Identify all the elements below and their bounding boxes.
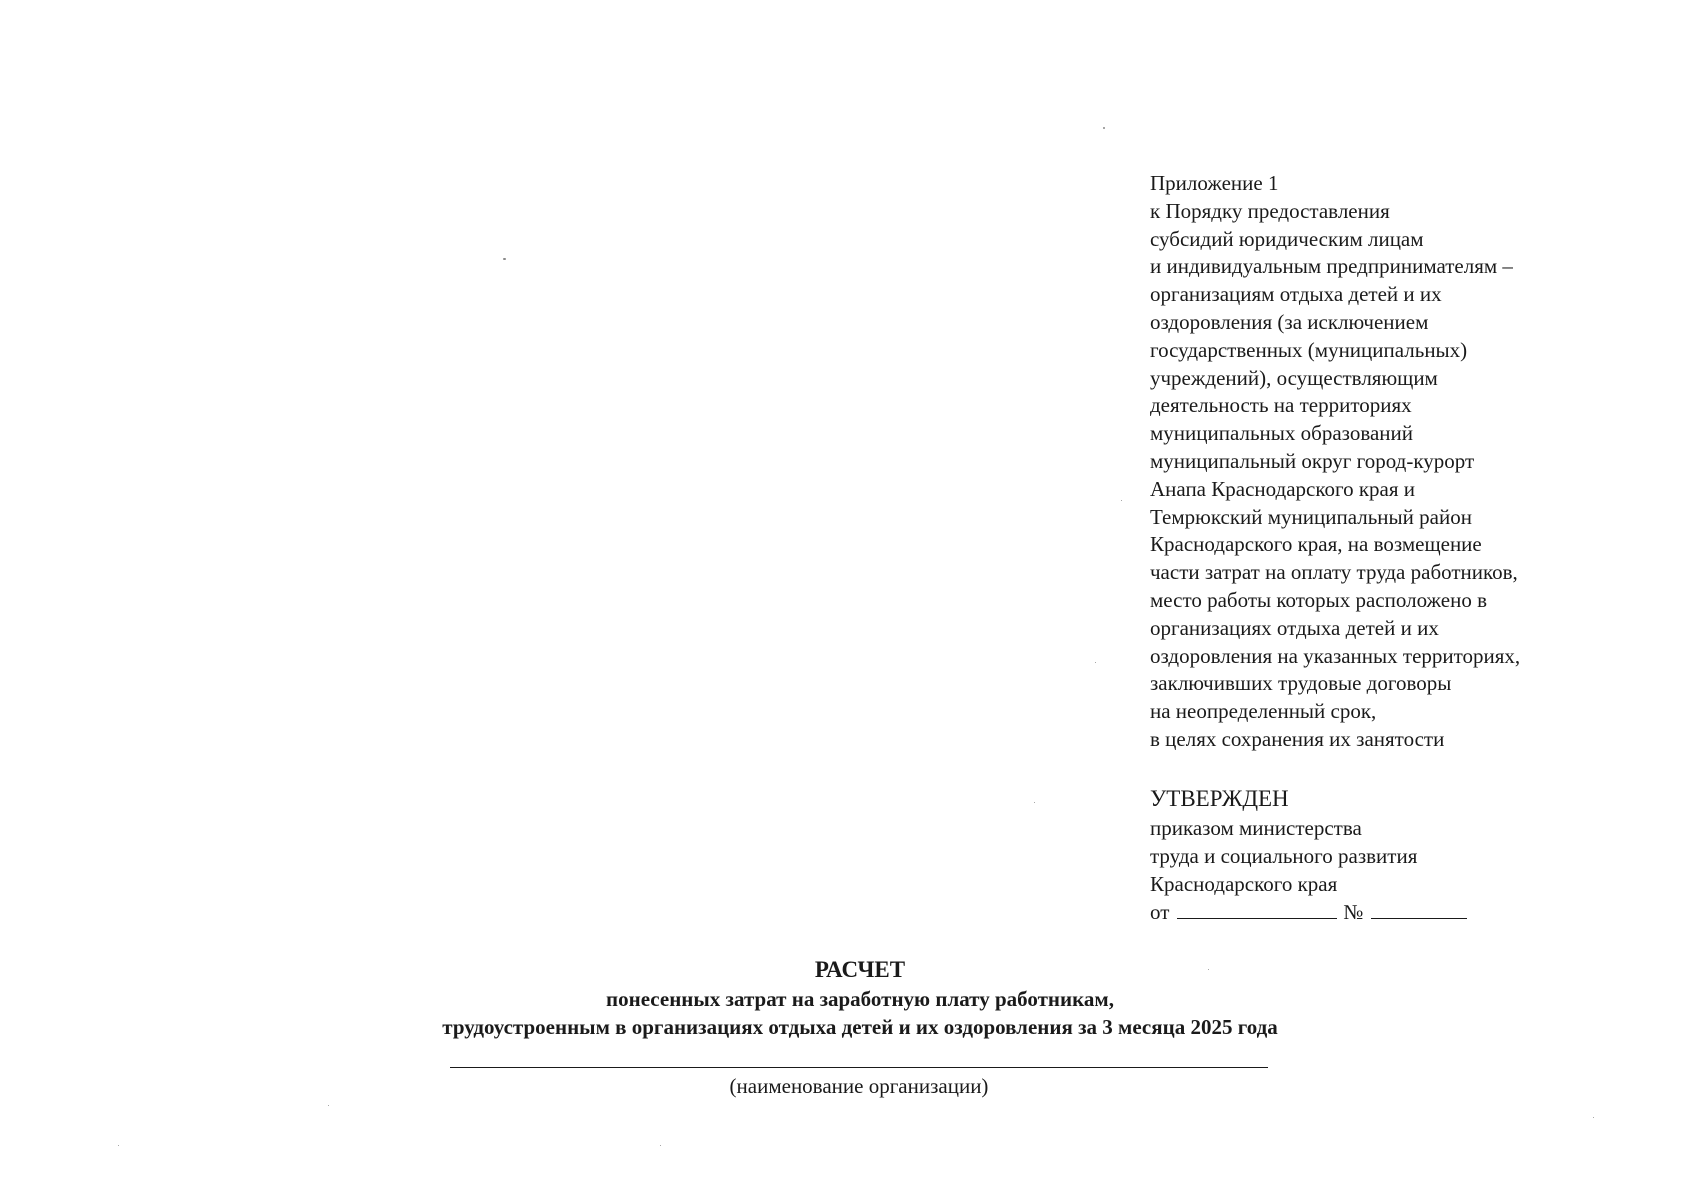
scan-speck xyxy=(118,1145,119,1146)
scan-speck xyxy=(1103,127,1105,129)
appendix-line: организациям отдыха детей и их xyxy=(1150,282,1442,307)
appendix-line: организациях отдыха детей и их xyxy=(1150,615,1439,640)
appendix-line: в целях сохранения их занятости xyxy=(1150,726,1445,751)
scan-speck xyxy=(328,1105,329,1106)
appendix-line: Темрюкский муниципальный район xyxy=(1150,504,1472,529)
appendix-line: место работы которых расположено в xyxy=(1150,587,1488,612)
document-subtitle-line: понесенных затрат на заработную плату работникам, xyxy=(606,987,1114,1011)
scan-speck xyxy=(660,1145,661,1146)
appendix-line: части затрат на оплату труда работников, xyxy=(1150,560,1518,585)
approval-line: Краснодарского края xyxy=(1150,872,1338,896)
approval-line: труда и социального развития xyxy=(1150,844,1418,868)
approval-block xyxy=(1150,784,1630,926)
date-prefix: от xyxy=(1150,900,1170,924)
appendix-line: деятельность на территориях xyxy=(1150,393,1412,418)
scan-speck xyxy=(503,258,506,260)
number-blank-field[interactable] xyxy=(1371,898,1467,919)
organization-name-caption: (наименование организации) xyxy=(729,1074,989,1098)
appendix-line: учреждений), осуществляющим xyxy=(1150,365,1438,390)
appendix-line: государственных (муниципальных) xyxy=(1150,337,1468,362)
appendix-line: муниципальный округ город-курорт xyxy=(1150,448,1475,473)
scan-speck xyxy=(1034,802,1035,803)
appendix-line: Краснодарского края, на возмещение xyxy=(1150,532,1482,557)
appendix-line: Анапа Краснодарского края и xyxy=(1150,476,1416,501)
appendix-line: и индивидуальным предпринимателям – xyxy=(1150,254,1513,279)
appendix-reference xyxy=(1150,170,1670,754)
document-title: РАСЧЕТ xyxy=(814,957,906,982)
appendix-line: на неопределенный срок, xyxy=(1150,699,1377,724)
approval-heading: УТВЕРЖДЕН xyxy=(1150,786,1289,811)
appendix-line: субсидий юридическим лицам xyxy=(1150,226,1424,251)
appendix-line: муниципальных образований xyxy=(1150,421,1413,446)
scan-speck xyxy=(1121,500,1122,501)
scan-speck xyxy=(1593,1117,1594,1118)
appendix-line: Приложение 1 xyxy=(1150,171,1279,195)
appendix-line: оздоровления на указанных территориях, xyxy=(1150,643,1521,668)
document-subtitle-line: трудоустроенным в организациях отдыха детей и их оздоровления за 3 месяца 2025 года xyxy=(442,1015,1278,1039)
approval-line: приказом министерства xyxy=(1150,816,1362,840)
calculation-title-block xyxy=(0,955,1691,1041)
appendix-line: к Порядку предоставления xyxy=(1150,198,1390,223)
scan-speck xyxy=(1095,662,1096,663)
appendix-line: оздоровления (за исключением xyxy=(1150,309,1429,334)
appendix-line: заключивших трудовые договоры xyxy=(1150,671,1452,696)
date-blank-field[interactable] xyxy=(1177,898,1337,919)
approval-date-number-row xyxy=(1150,898,1630,926)
number-sign: № xyxy=(1343,900,1364,924)
organization-name-field[interactable] xyxy=(450,1067,1268,1068)
